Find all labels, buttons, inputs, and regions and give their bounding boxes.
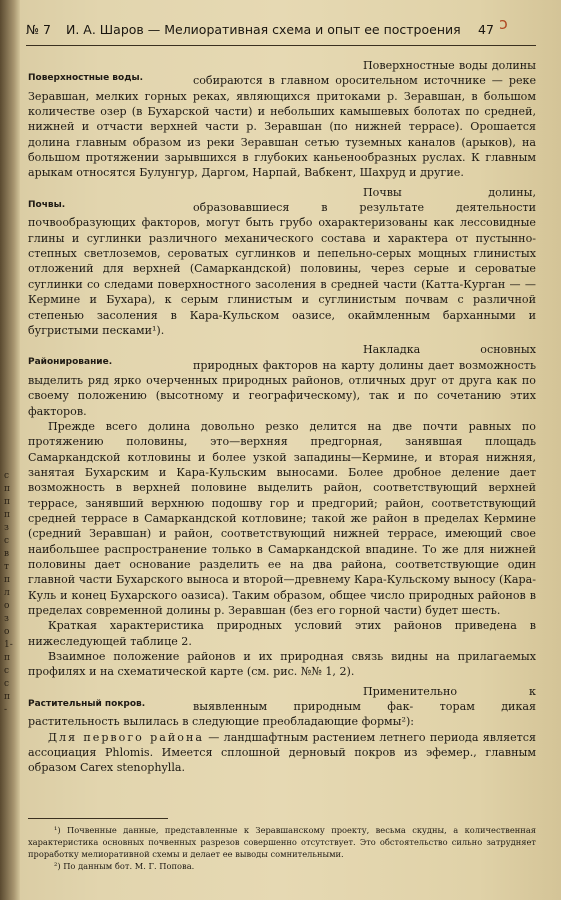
sidehead-soils: Почвы. — [28, 199, 66, 210]
gutter-char: 1- — [4, 640, 13, 650]
gutter-char: п — [4, 653, 10, 663]
section-text: деятельности почвообразующих факторов, могут быть грубо охарактеризованы как лессовидные глины и суглинки различного механического состава и характера от пустынно-степных светлоземов, сероватых суглинков и пепельно-серых мощных глинистых отложений для верхней (Самаркандской) половины, через серые и сероватые суглинки со следами поверхностного засоления в средней части (Катта-Курган — —Кермине и Бухара), к серым глинистым и суглинистым почвам с различной степенью засоления в Кара-Кульском оазисе, окаймленным барханными и бугристыми песками¹). — [28, 201, 536, 337]
sidehead-surface-waters: Поверхностные воды. — [28, 73, 144, 83]
section-soils — [28, 185, 536, 338]
paragraph: Прежде всего долина довольно резко делится на две почти равных по протяжению половины, это—верхняя предгорная, занявшая площадь Самаркандской котловины и более узкой западины—Кермине, и вторая нижняя, занятая Бухарским и Кара-Кульским выносами. Более дробное деление дает возможность в верхней половине выделить район, соответствующий верхней террасе, занявший верхнюю подошву гор и предгорий; район, соответствующий средней террасе в Самаркандской котловине; такой же район в пределах Кермине (средний Зеравшан) и район, соответствующий нижней террасе, имеющий свое наибольшее распространение только в Самаркандской впадине. То же для нижней половины дает основание разделить ее на два района, соответствующие один главной части Бухарского выноса и второй—древнему Кара-Кульскому выносу (Кара-Куль и конец Бухарского оазиса). Таким образом, общее число природных районов в пределах современной долины р. Зеравшан (без его горной части) будет шесть. — [28, 419, 536, 618]
gutter-char: л — [4, 588, 10, 598]
section-text: торам дикая растительность вылилась в следующие преобладающие формы²): — [28, 700, 536, 729]
gutter-fragments — [4, 470, 16, 717]
gutter-char: с — [4, 666, 10, 676]
section-first-line: Поверхностные воды долины собираются в — [193, 59, 536, 88]
running-title: И. А. Шаров — Мелиоративная схема и опыт ее построения — [66, 22, 461, 37]
gutter-char: т — [4, 562, 9, 572]
gutter-char: с — [4, 536, 10, 546]
page-gutter — [0, 0, 20, 900]
footnote: ¹) Почвенные данные, представленные к Зеравшанскому проекту, весьма скудны, а количественная характеристика основных почвенных разрезов совершенно отсутствует. Это обстоятельство сильно затрудняет проработку мелиоративной схемы и делает ее выводы сомнительными. — [28, 825, 536, 859]
handwritten-mark: ↄ — [499, 14, 508, 33]
gutter-char: п — [4, 692, 10, 702]
paragraph: Взаимное положение районов и их природная связь видны на прилагаемых профилях и на схематической карте (см. рис. №№ 1, 2). — [28, 650, 536, 679]
gutter-char: с — [4, 679, 10, 689]
paragraph-text: — ландшафтным растением летнего периода является ассоциация Phlomis. Имеется сплошной дерновый покров из эфемер., главным образом Carex stenophylla. — [28, 730, 536, 775]
gutter-char: п — [4, 510, 10, 520]
main-text — [28, 58, 536, 776]
header-rule — [26, 45, 536, 46]
gutter-char: с — [4, 471, 10, 481]
section-surface-waters — [28, 58, 536, 181]
section-text: карту долины дает возможность выделить ряд ярко очерченных природных районов, отличных друг от друга как по своему положению (высотному и географическому), так и по сочетанию этих факторов. — [28, 358, 537, 418]
section-first-line: Накладка основных природных факторов на — [193, 343, 536, 372]
section-vegetation — [28, 684, 536, 730]
issue-number: № 7 — [26, 22, 51, 37]
footnotes — [28, 824, 536, 872]
gutter-char: з — [4, 614, 9, 624]
gutter-char: з — [4, 523, 9, 533]
gutter-char: п — [4, 575, 10, 585]
spaced-lead: Для первого района — [48, 730, 204, 744]
gutter-char: - — [4, 705, 8, 715]
page-number: 47 — [478, 22, 494, 37]
section-text: главном оросительном источнике — реке Зеравшан, мелких горных реках, являющихся притоками р. Зеравшан, в большом количестве озер (в Бухарской части) и небольших камышевых болотах по средней, нижней и отчасти верхней части р. Зеравшан (по нижней террасе). Орошается долина главным образом из реки Зеравшан сетью туземных каналов (арыков), на большом протяжении зарывшихся в глубоких каньенообразных руслах. К главным арыкам относятся Булунгур, Даргом, Нарпай, Вабкент, Шахруд и другие. — [28, 74, 537, 180]
running-header — [26, 14, 536, 42]
sidehead-zoning: Районирование. — [28, 357, 113, 368]
footnote-rule — [28, 818, 168, 819]
gutter-char: п — [4, 497, 10, 507]
paragraph-first-region — [28, 730, 536, 776]
gutter-char: о — [4, 601, 10, 611]
gutter-char: в — [4, 549, 10, 559]
section-zoning — [28, 342, 536, 419]
gutter-char: п — [4, 484, 10, 494]
footnote: ²) По данным бот. М. Г. Попова. — [54, 861, 195, 871]
paragraph: Краткая характеристика природных условий этих районов приведена в нижеследующей таблице 2. — [28, 619, 536, 648]
section-first-line: Применительно к выявленным природным фак- — [193, 684, 536, 714]
sidehead-vegetation: Растительный покров. — [28, 698, 146, 709]
section-first-line: Почвы долины, образовавшиеся в результате — [193, 185, 536, 215]
gutter-char: о — [4, 627, 10, 637]
